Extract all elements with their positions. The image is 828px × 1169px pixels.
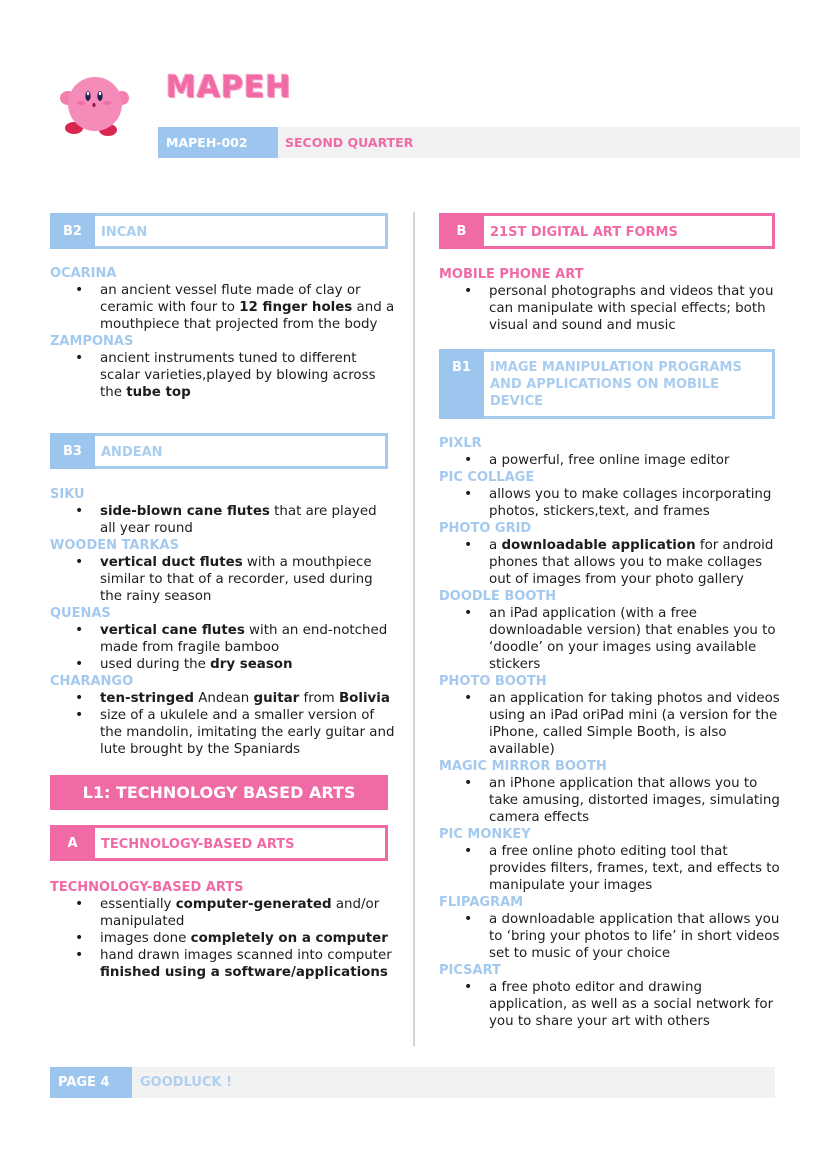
- section-tag: A: [50, 825, 95, 861]
- section-label: 21ST DIGITAL ART FORMS: [490, 225, 678, 240]
- footer-message: GOODLUCK !: [140, 1075, 233, 1090]
- list-item: • vertical duct flutes with a mouthpiece similar to that of a recorder, used during the rainy season: [50, 554, 395, 605]
- andean-content: [50, 486, 395, 758]
- mascot-icon: [60, 72, 130, 138]
- course-code: MAPEH-002: [158, 127, 278, 158]
- term-photo-booth: PHOTO BOOTH: [439, 674, 547, 689]
- section-tag: B3: [50, 433, 95, 469]
- header-bar: [158, 127, 800, 158]
- list-item: • a free online photo editing tool that provides filters, frames, text, and effects to manipulate your images: [439, 843, 784, 894]
- term-ocarina: OCARINA: [50, 266, 117, 281]
- technology-arts-content: [50, 879, 395, 981]
- section-header-b: [439, 213, 775, 249]
- page-number: PAGE 4: [50, 1067, 132, 1098]
- list-item: • an iPhone application that allows you to take amusing, distorted images, simulating camera effects: [439, 775, 784, 826]
- section-tag: B: [439, 213, 484, 249]
- lesson-banner: L1: TECHNOLOGY BASED ARTS: [50, 775, 388, 810]
- term-pic-monkey: PIC MONKEY: [439, 827, 531, 842]
- term-pic-collage: PIC COLLAGE: [439, 470, 535, 485]
- section-tag: B2: [50, 213, 95, 249]
- list-item: • an iPad application (with a free downloadable version) that enables you to ‘doodle’ on your images using available stickers: [439, 605, 784, 673]
- list-item: • essentially computer-generated and/or manipulated: [50, 896, 395, 930]
- incan-content: [50, 265, 395, 401]
- list-item: • side-blown cane flutes that are played all year round: [50, 503, 395, 537]
- term-wooden-tarkas: WOODEN TARKAS: [50, 538, 179, 553]
- list-item: • an ancient vessel flute made of clay or ceramic with four to 12 finger holes and a mouthpiece that projected from the body: [50, 282, 395, 333]
- term-technology-based-arts: TECHNOLOGY-BASED ARTS: [50, 880, 244, 895]
- term-doodle-booth: DOODLE BOOTH: [439, 589, 557, 604]
- quarter-label: SECOND QUARTER: [285, 135, 414, 150]
- term-photo-grid: PHOTO GRID: [439, 521, 532, 536]
- term-pixlr: PIXLR: [439, 436, 482, 451]
- list-item: • hand drawn images scanned into computer finished using a software/applications: [50, 947, 395, 981]
- list-item: • a powerful, free online image editor: [439, 452, 784, 469]
- list-item: • size of a ukulele and a smaller version of the mandolin, imitating the early guitar and lute brought by the Spaniards: [50, 707, 395, 758]
- list-item: • vertical cane flutes with an end-notched made from fragile bamboo: [50, 622, 395, 656]
- term-charango: CHARANGO: [50, 674, 134, 689]
- section-tag: B1: [439, 349, 484, 419]
- term-zamponas: ZAMPONAS: [50, 334, 134, 349]
- column-divider: [413, 212, 415, 1046]
- digital-art-content: [439, 266, 784, 334]
- section-header-b3: [50, 433, 388, 469]
- term-magic-mirror-booth: MAGIC MIRROR BOOTH: [439, 759, 607, 774]
- term-picsart: PICSART: [439, 963, 501, 978]
- section-header-a: [50, 825, 388, 861]
- list-item: • a downloadable application for android phones that allows you to make collages out of images from your photo gallery: [439, 537, 784, 588]
- term-mobile-phone-art: MOBILE PHONE ART: [439, 267, 584, 282]
- term-quenas: QUENAS: [50, 606, 111, 621]
- list-item: • used during the dry season: [50, 656, 395, 673]
- list-item: • personal photographs and videos that you can manipulate with special effects; both visual and sound and music: [439, 283, 784, 334]
- section-header-b2: [50, 213, 388, 249]
- section-label: IMAGE MANIPULATION PROGRAMS AND APPLICATIONS ON MOBILE DEVICE: [490, 360, 742, 409]
- footer-bar: [50, 1067, 775, 1098]
- term-siku: SIKU: [50, 487, 85, 502]
- mobile-apps-content: [439, 435, 784, 1030]
- term-flipagram: FLIPAGRAM: [439, 895, 524, 910]
- list-item: • allows you to make collages incorporating photos, stickers,text, and frames: [439, 486, 784, 520]
- list-item: • an application for taking photos and videos using an iPad oriPad mini (a version for the iPhone, called Simple Booth, is also available): [439, 690, 784, 758]
- list-item: • ten-stringed Andean guitar from Bolivia: [50, 690, 395, 707]
- section-header-b1: [439, 349, 775, 419]
- section-label: ANDEAN: [101, 445, 163, 460]
- list-item: • a downloadable application that allows you to ‘bring your photos to life’ in short videos set to music of your choice: [439, 911, 784, 962]
- section-label: TECHNOLOGY-BASED ARTS: [101, 837, 295, 852]
- section-label: INCAN: [101, 225, 148, 240]
- list-item: • images done completely on a computer: [50, 930, 395, 947]
- list-item: • ancient instruments tuned to different scalar varieties,played by blowing across the tube top: [50, 350, 395, 401]
- list-item: • a free photo editor and drawing application, as well as a social network for you to share your art with others: [439, 979, 784, 1030]
- page-title: MAPEH: [166, 70, 292, 105]
